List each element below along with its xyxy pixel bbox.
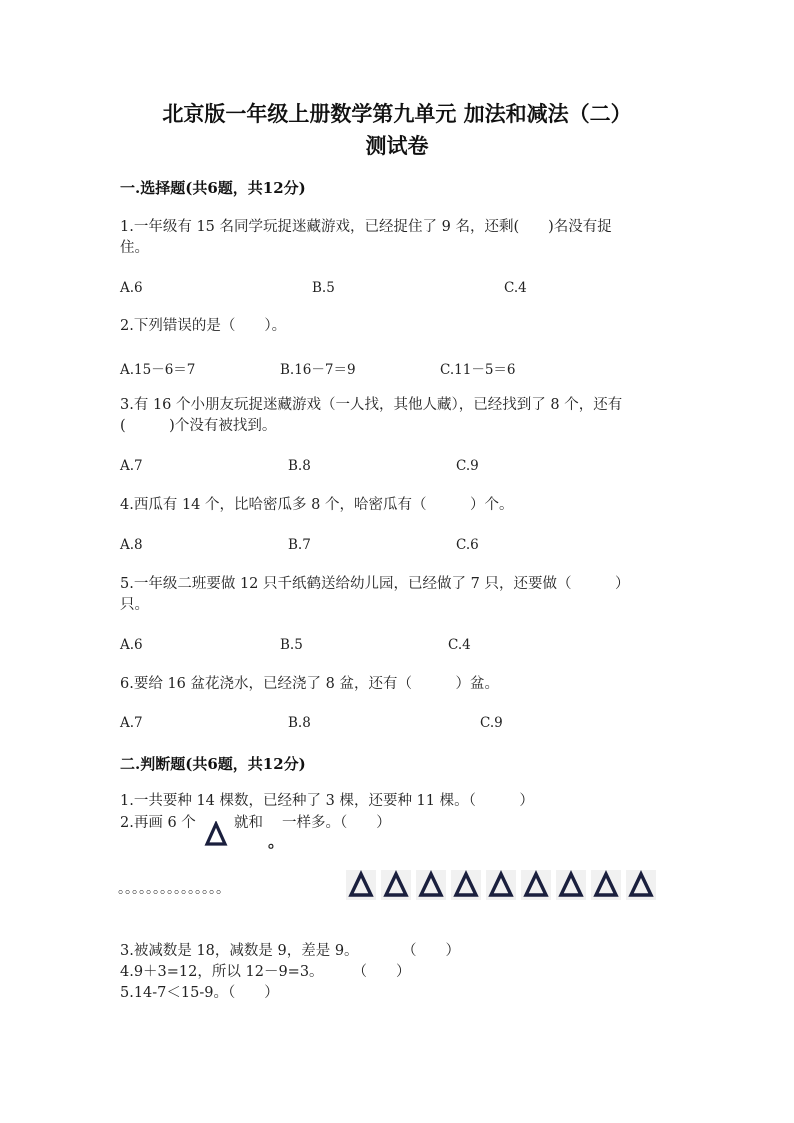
triangle-icon [346, 870, 376, 900]
question-4-option-a: A.8 [120, 537, 143, 553]
question-2-option-c: C.11－5＝6 [440, 362, 516, 378]
judgement-3: 3.被减数是 18，减数是 9，差是 9。 （ ） [120, 943, 461, 959]
question-4-option-b: B.7 [288, 537, 311, 553]
question-6-option-b: B.8 [288, 715, 311, 731]
question-1-option-a: A.6 [120, 280, 143, 296]
question-5-line1: 5.一年级二班要做 12 只千纸鹤送给幼儿园，已经做了 7 只，还要做（ ） [120, 576, 630, 592]
question-5-option-a: A.6 [120, 637, 143, 653]
page-title: 北京版一年级上册数学第九单元 加法和减法（二） [162, 101, 632, 126]
circle-dots-row: 。。。。。。。。。。。。。。。 [118, 881, 230, 897]
judgement-2-part1: 2.再画 6 个 [120, 815, 196, 831]
triangle-icon [204, 821, 228, 851]
question-3-line1: 3.有 16 个小朋友玩捉迷藏游戏（一人找，其他人藏），已经找到了 8 个，还有 [120, 397, 623, 413]
question-6-line1: 6.要给 16 盆花浇水，已经浇了 8 盆，还有（ ）盆。 [120, 676, 499, 692]
question-1-option-c: C.4 [504, 280, 527, 296]
question-1-option-b: B.5 [312, 280, 335, 296]
triangle-icon [416, 870, 446, 900]
judgement-1: 1.一共要种 14 棵数，已经种了 3 棵，还要种 11 棵。（ ） [120, 793, 534, 809]
question-6-option-a: A.7 [120, 715, 143, 731]
circle-dot-icon: 。 [268, 832, 285, 851]
section-heading-choice: 一.选择题(共6题，共12分) [120, 179, 306, 197]
question-5-option-b: B.5 [280, 637, 303, 653]
question-5-option-c: C.4 [448, 637, 471, 653]
triangle-icon [521, 870, 551, 900]
question-3-option-a: A.7 [120, 458, 143, 474]
question-2-option-a: A.15－6＝7 [120, 362, 196, 378]
section-heading-judgement: 二.判断题(共6题，共12分) [120, 755, 306, 773]
triangle-icon [451, 870, 481, 900]
judgement-2-part3: 一样多。（ ） [282, 815, 391, 831]
question-3-line2: ( )个没有被找到。 [120, 418, 277, 434]
question-6-option-c: C.9 [480, 715, 503, 731]
question-2-line1: 2.下列错误的是（ ）。 [120, 318, 287, 334]
triangle-icon [556, 870, 586, 900]
question-5-line2: 只。 [120, 597, 149, 613]
judgement-2-part2: 就和 [234, 815, 263, 831]
triangle-icon [626, 870, 656, 900]
question-3-option-c: C.9 [456, 458, 479, 474]
triangle-row [346, 870, 660, 902]
judgement-5: 5.14-7＜15-9。（ ） [120, 985, 279, 1001]
question-1-line2: 住。 [120, 240, 149, 256]
question-4-option-c: C.6 [456, 537, 479, 553]
page-subtitle: 测试卷 [365, 133, 429, 158]
judgement-4: 4.9＋3=12，所以 12－9=3。 （ ） [120, 964, 411, 980]
triangle-icon [591, 870, 621, 900]
question-3-option-b: B.8 [288, 458, 311, 474]
question-4-line1: 4.西瓜有 14 个，比哈密瓜多 8 个，哈密瓜有（ ）个。 [120, 497, 514, 513]
triangle-icon [486, 870, 516, 900]
question-1-line1: 1.一年级有 15 名同学玩捉迷藏游戏，已经捉住了 9 名，还剩( )名没有捉 [120, 219, 612, 235]
triangle-icon [381, 870, 411, 900]
question-2-option-b: B.16－7＝9 [280, 362, 356, 378]
